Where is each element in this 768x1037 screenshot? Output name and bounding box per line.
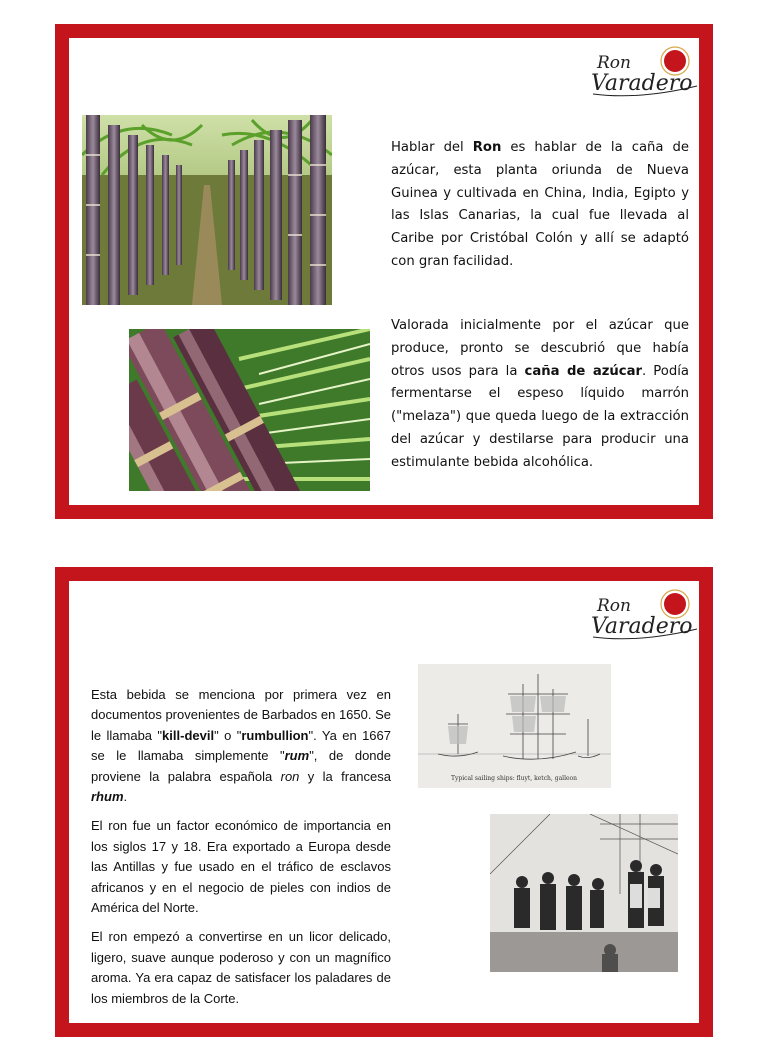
sailing-ships-engraving [418, 664, 611, 788]
paragraph-origin-of-rum: Hablar del Ron es hablar de la caña de azúcar, esta planta oriunda de Nueva Guinea y cultivada en China, India, Egipto y las Islas Canarias, la cual fue llevada al Caribe por Cristóbal Colón y allí se adaptó con gran facilidad. [391, 140, 689, 269]
sugarcane-field-photo [82, 115, 332, 305]
page-card-2 [55, 567, 713, 1037]
logo-word-ron: Ron [597, 596, 631, 616]
sugarcane-closeup-photo [129, 329, 370, 491]
paragraph-sugarcane-uses: Valorada inicialmente por el azúcar que produce, pronto se descubrió que había otros usos para la caña de azúcar. Podía fermentarse el espeso líquido marrón ("melaza") que queda luego de la extracción del azúcar y destilarse para producir una estimulante bebida alcohólica. [391, 318, 689, 470]
paragraph-economic-factor: El ron fue un factor económico de importancia en los siglos 17 y 18. Era exportado a Europa desde las Antillas y fue usado en el tráfico de esclavos africanos y en el negocio de pieles con indios de América del Norte. [91, 818, 391, 916]
logo-word-varadero: Varadero [591, 614, 693, 639]
logo-word-varadero: Varadero [591, 71, 693, 96]
history-text-column [91, 685, 391, 1018]
ron-varadero-logo [589, 585, 701, 647]
ships-caption: Typical sailing ships: fluyt, ketch, galleon [450, 775, 578, 782]
paragraph-refined-liquor: El ron empezó a convertirse en un licor delicado, ligero, suave aunque poderoso y con un magnífico aroma. Ya era capaz de satisfacer los paladares de los miembros de la Corte. [91, 929, 391, 1006]
ron-varadero-logo [589, 42, 701, 104]
logo-word-ron: Ron [597, 53, 631, 73]
page-card-1 [55, 24, 713, 519]
slave-trade-engraving [490, 814, 678, 972]
paragraph-first-mention: Esta bebida se menciona por primera vez en documentos provenientes de Barbados en 1650. Se le llamaba "kill-devil" o "rumbullion". Ya en 1667 se le llamaba simplemente "rum", de donde proviene la palabra española ron y la francesa rhum. [91, 687, 391, 805]
